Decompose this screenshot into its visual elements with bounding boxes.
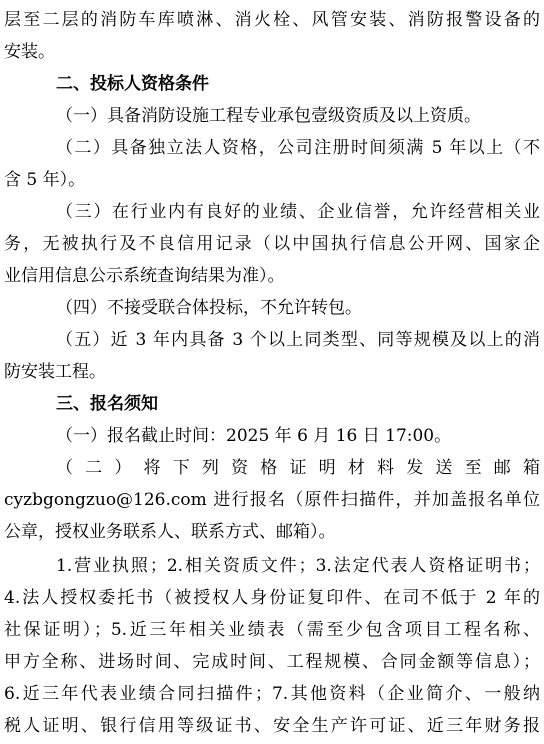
- body-text-line: （二）具备独立法人资格，公司注册时间须满 5 年以上（不: [56, 138, 540, 158]
- section-heading: 三、报名须知: [56, 394, 158, 414]
- email-line: cyzbgongzuo@126.com 进行报名（原件扫描件，并加盖报名单位: [4, 490, 540, 510]
- body-text-line: （四）不接受联合体投标，不允许转包。: [56, 298, 362, 318]
- section-heading: 二、投标人资格条件: [56, 74, 209, 94]
- body-text-line: （五）近 3 年内具备 3 个以上同类型、同等规模及以上的消: [56, 330, 540, 350]
- list-text-line: 1.营业执照；2.相关资质文件；3.法定代表人资格证明书；: [56, 556, 540, 576]
- body-text-line: 防安装工程。: [4, 362, 106, 382]
- body-text-line: 安装。: [4, 42, 55, 62]
- body-text-line: （ 二 ） 将 下 列 资 格 证 明 材 料 发 送 至 邮 箱: [56, 458, 540, 478]
- body-text-line: （三）在行业内有良好的业绩、企业信誉，允许经营相关业: [56, 202, 540, 222]
- body-text-line: 含 5 年）。: [4, 170, 86, 190]
- body-text-line: 务，无被执行及不良信用记录（以中国执行信息公开网、国家企: [4, 234, 540, 254]
- body-text-line: 公章，授权业务联系人、联系方式、邮箱）。: [4, 522, 336, 542]
- body-text-line: （一）报名截止时间：2025 年 6 月 16 日 17:00。: [56, 426, 452, 446]
- list-text-line: 6.近三年代表业绩合同扫描件；7.其他资料（企业简介、一般纳: [4, 684, 540, 704]
- body-text-line: （一）具备消防设施工程专业承包壹级资质及以上资质。: [56, 106, 481, 126]
- list-text-line: 甲方全称、进场时间、完成时间、工程规模、合同金额等信息）；: [4, 652, 540, 672]
- list-text-line: 税人证明、银行信用等级证书、安全生产许可证、近三年财务报: [4, 716, 540, 736]
- list-text-line: 4.法人授权委托书（被授权人身份证复印件、在司不低于 2 年的: [4, 588, 540, 608]
- body-text-line: 业信用信息公示系统查询结果为准）。: [4, 266, 285, 286]
- list-text-line: 社保证明）；5.近三年相关业绩表（需至少包含项目工程名称、: [4, 620, 540, 640]
- body-text-line: 层至二层的消防车库喷淋、消火栓、风管安装、消防报警设备的: [4, 10, 540, 30]
